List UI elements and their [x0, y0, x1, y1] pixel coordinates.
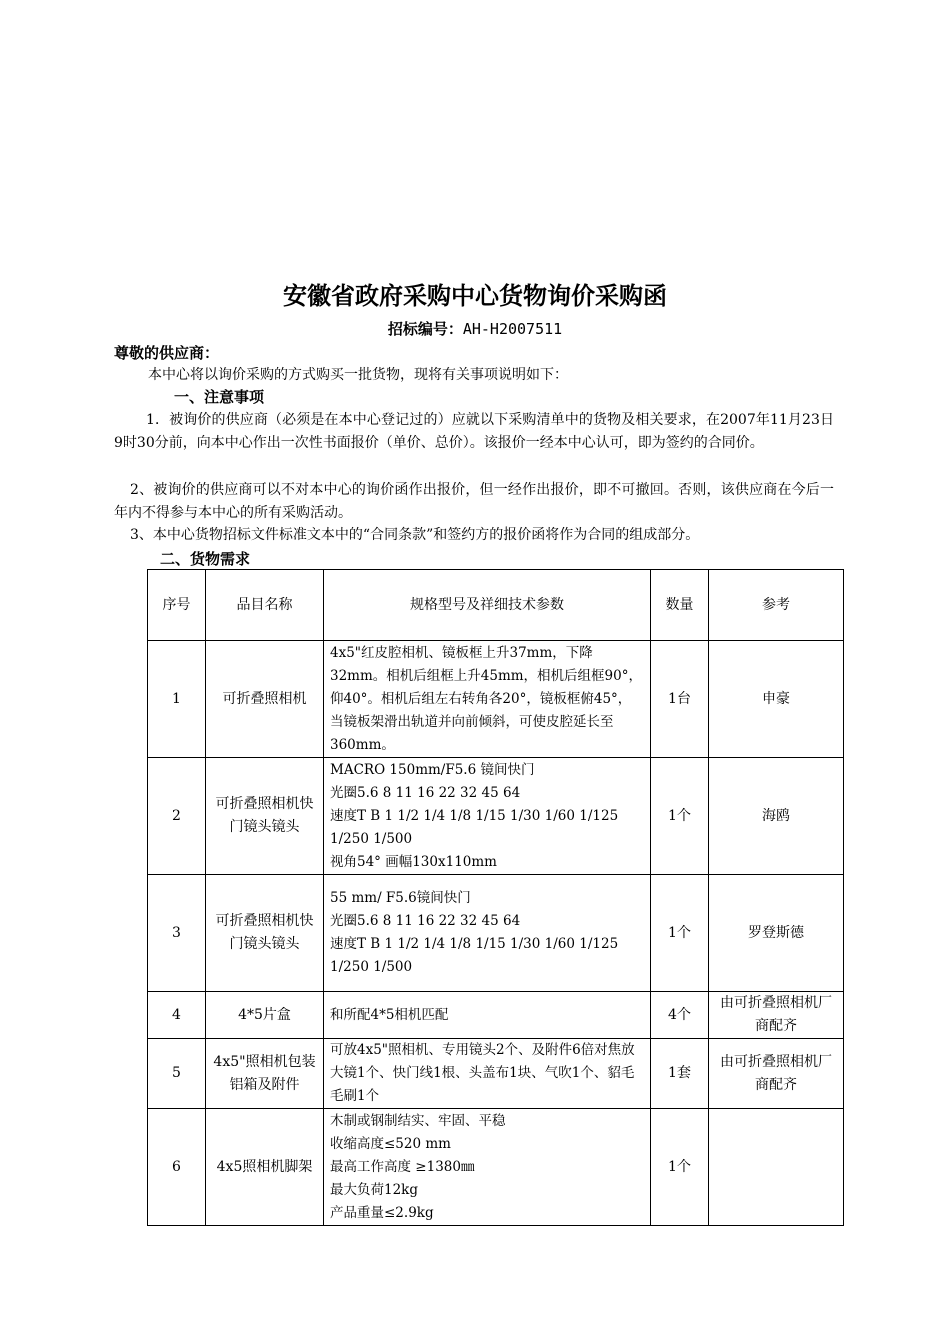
section-heading-notes: 一、注意事项: [174, 388, 265, 406]
cell-name: 可折叠照相机快门镜头镜头: [206, 758, 324, 875]
note-paragraph: 1．被询价的供应商（必须是在本中心登记过的）应就以下采购清单中的货物及相关要求，在2007年11月23日9时30分前，向本中心作出一次性书面报价（单价、总价）。该报价一经本中心认可，即为签约的合同价。: [114, 412, 834, 451]
header-ref: 参考: [709, 570, 844, 641]
cell-name: 可折叠照相机快门镜头镜头: [206, 875, 324, 992]
section-heading-goods: 二、货物需求: [160, 550, 251, 568]
header-name: 品目名称: [206, 570, 324, 641]
cell-qty: 1台: [651, 641, 709, 758]
note-paragraph: 3、本中心货物招标文件标准文本中的“合同条款”和签约方的报价函将作为合同的组成部分。: [130, 527, 700, 543]
cell-ref: 申豪: [709, 641, 844, 758]
table-header-row: [148, 570, 844, 641]
note-paragraph: 2、被询价的供应商可以不对本中心的询价函作出报价，但一经作出报价，即不可撤回。否则，该供应商在今后一年内不得参与本中心的所有采购活动。: [114, 482, 834, 521]
goods-table: [147, 569, 844, 1226]
cell-qty: 1个: [651, 875, 709, 992]
header-spec: 规格型号及祥细技术参数: [324, 570, 651, 641]
cell-ref: 海鸥: [709, 758, 844, 875]
cell-spec: 4x5"红皮腔相机、镜板框上升37mm，下降32mm。相机后组框上升45mm，相机后组框90°，仰40°。相机后组左右转角各20°，镜板框俯45°，当镜板架滑出轨道并向前倾斜，可使皮腔延长至360mm。: [324, 641, 651, 758]
cell-name: 4*5片盒: [206, 992, 324, 1039]
cell-spec: MACRO 150mm/F5.6 镜间快门 光圈5.6 8 11 16 22 32 45 64 速度T B 1 1/2 1/4 1/8 1/15 1/30 1/60 1/125 1/250 1/500 视角54° 画幅130x110mm: [324, 758, 651, 875]
cell-ref: 由可折叠照相机厂商配齐: [709, 1039, 844, 1109]
cell-qty: 1个: [651, 1109, 709, 1226]
cell-no: 5: [148, 1039, 206, 1109]
cell-spec: 55 mm/ F5.6镜间快门 光圈5.6 8 11 16 22 32 45 64 速度T B 1 1/2 1/4 1/8 1/15 1/30 1/60 1/125 1/250 1/500: [324, 875, 651, 992]
bid-number-label: 招标编号：: [387, 320, 463, 338]
cell-spec: 和所配4*5相机匹配: [324, 992, 651, 1039]
cell-no: 4: [148, 992, 206, 1039]
cell-spec: 木制或钢制结实、牢固、平稳 收缩高度≤520 mm 最高工作高度 ≥1380㎜ 最大负荷12kg 产品重量≤2.9kg: [324, 1109, 651, 1226]
cell-qty: 1套: [651, 1039, 709, 1109]
cell-name: 4x5"照相机包装铝箱及附件: [206, 1039, 324, 1109]
table-row: [148, 1039, 844, 1109]
cell-name: 可折叠照相机: [206, 641, 324, 758]
cell-no: 3: [148, 875, 206, 992]
cell-qty: 4个: [651, 992, 709, 1039]
cell-ref: 由可折叠照相机厂商配齐: [709, 992, 844, 1039]
cell-qty: 1个: [651, 758, 709, 875]
header-no: 序号: [148, 570, 206, 641]
salutation: 尊敬的供应商：: [114, 344, 220, 362]
bid-number-code: AH-H2007511: [462, 320, 563, 338]
cell-spec: 可放4x5"照相机、专用镜头2个、及附件6倍对焦放大镜1个、快门线1根、头盖布1块、气吹1个、貂毛毛刷1个: [324, 1039, 651, 1109]
table-row: [148, 1109, 844, 1226]
cell-ref: 罗登斯德: [709, 875, 844, 992]
bid-number: [0, 318, 950, 339]
table-row: [148, 875, 844, 992]
cell-name: 4x5照相机脚架: [206, 1109, 324, 1226]
table-row: [148, 758, 844, 875]
table-row: [148, 641, 844, 758]
table-row: [148, 992, 844, 1039]
cell-no: 1: [148, 641, 206, 758]
header-qty: 数量: [651, 570, 709, 641]
cell-no: 6: [148, 1109, 206, 1226]
cell-ref: [709, 1109, 844, 1226]
page-title: 安徽省政府采购中心货物询价采购函: [283, 282, 667, 310]
cell-no: 2: [148, 758, 206, 875]
intro-text: 本中心将以询价采购的方式购买一批货物，现将有关事项说明如下：: [148, 367, 568, 383]
